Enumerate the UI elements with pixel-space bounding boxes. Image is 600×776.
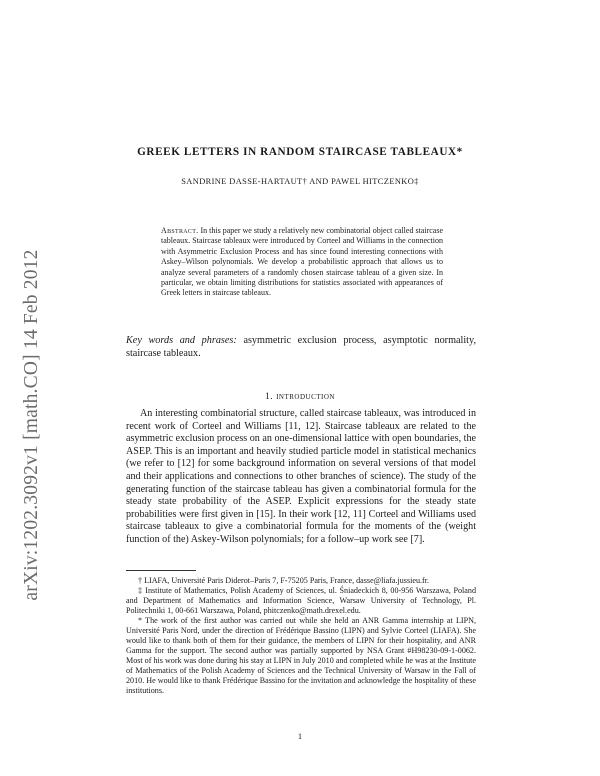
arxiv-stamp-text: arXiv:1202.3092v1 [math.CO] 14 Feb 2012 (21, 249, 42, 601)
intro-paragraph: An interesting combinatorial structure, called staircase tableaux, was introduced in recent work of Corteel and Williams [11, 12]. Staircase tableaux are related to the asymmetric exclusion process on an one-dimensional lattice with open boundaries, the ASEP. This is an important and heavily studied particle model in statistical mechanics (we refer to [12] for some background information on several versions of that model and their applications and connections to other branches of science). The study of the generating function of the staircase tableau has given a combinatorial formula for the steady state probability of the ASEP. Explicit expressions for the steady state probabilities were first given in [15]. In their work [12, 11] Corteel and Williams used staircase tableaux to give a combinatorial formula for the moments of the (weight function of the) Askey-Wilson polynomials; for a follow–up work see [7]. (126, 408, 476, 545)
keywords-label: Key words and phrases: (126, 335, 237, 346)
footnote-acknowledgements: * The work of the first author was carried out while she held an ANR Gamma internship at LIPN, Université Paris Nord, under the direction of Frédérique Bassino (LIPN) and Sylvie Corteel (LIAFA). She would like to thank both of them for their guidance, the members of LIPN for their hospitality, and ANR Gamma for the support. The second author was partially supported by NSA Grant #H98230-09-1-0062. Most of his work was done during his stay at LIPN in July 2010 and completed while he was at the Institute of Mathematics of the Polish Academy of Sciences and the Technical University of Warsaw in the Fall of 2010. He would like to thank Frédérique Bassino for the invitation and acknowledge the hospitality of these institutions. (126, 616, 476, 695)
footnote-affiliation-1: † LIAFA, Université Paris Diderot–Paris 7, F-75205 Paris, France, dasse@liafa.jussieu.fr. (138, 576, 429, 585)
footnotes (126, 576, 476, 696)
page-number: 1 (297, 731, 303, 741)
section-heading: 1. introduction (265, 391, 335, 402)
footnote-rule (126, 570, 196, 571)
paper-authors: SANDRINE DASSE-HARTAUT† AND PAWEL HITCZENKO‡ (181, 177, 419, 186)
paper-title: GREEK LETTERS IN RANDOM STAIRCASE TABLEAUX* (137, 146, 463, 158)
keywords-text: asymmetric exclusion process, asymptotic normality, staircase tableaux. (126, 335, 476, 359)
keywords (126, 334, 476, 360)
abstract-label: Abstract. (161, 226, 199, 235)
footnote-affiliation-2: ‡ Institute of Mathematics, Polish Academy of Sciences, ul. Śniadeckich 8, 00-956 Warszawa, Poland and Department of Mathematics and Information Science, Warsaw University of Technology, Pl. Politechniki 1, 00-661 Warszawa, Poland, phitczenko@math.drexel.edu. (126, 586, 476, 615)
abstract (161, 226, 443, 299)
arxiv-stamp (12, 200, 52, 650)
abstract-text: In this paper we study a relatively new combinatorial object called staircase tableaux. Staircase tableaux were introduced by Corteel and Williams in the connection with Asymmetric Exclusion Process and has since found interesting connections with Askey–Wilson polynomials. We develop a probabilistic approach that allows us to analyze several parameters of a randomly chosen staircase tableau of a given size. In particular, we obtain limiting distributions for statistics associated with appearances of Greek letters in staircase tableaux. (161, 226, 443, 298)
